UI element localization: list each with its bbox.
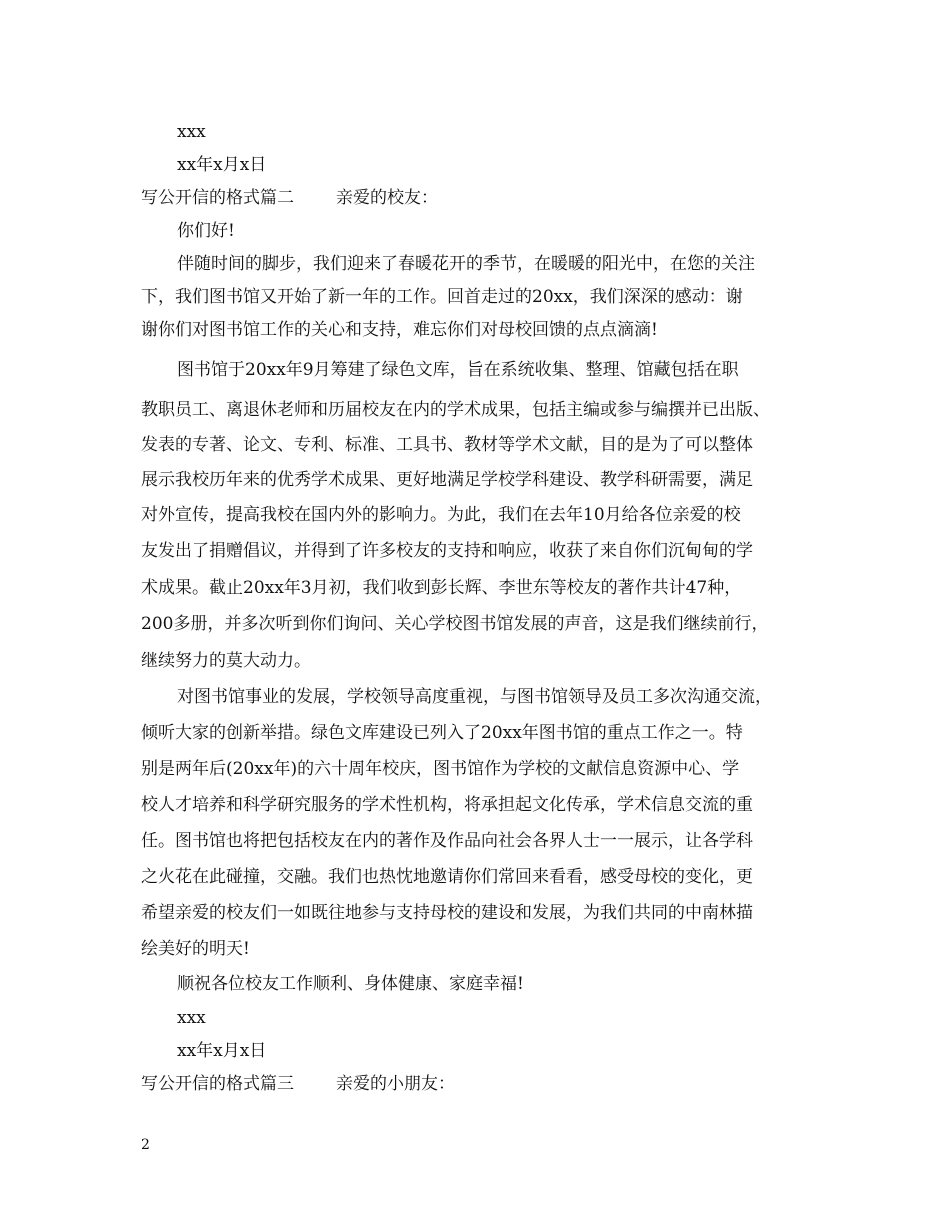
salutation: 亲爱的小朋友： <box>336 1074 455 1094</box>
paragraph-line: 倾听大家的创新举措。绿色文库建设已列入了20xx年图书馆的重点工作之一。特 <box>141 723 743 743</box>
paragraph-line: 友发出了捐赠倡议，并得到了许多校友的支持和响应，收获了来自你们沉甸甸的学 <box>141 541 753 561</box>
paragraph-line: 200多册，并多次听到你们询问、关心学校图书馆发展的声音，这是我们继续前行， <box>141 614 769 634</box>
paragraph-line: 希望亲爱的校友们一如既往地参与支持母校的建设和发展，为我们共同的中南林描 <box>141 903 753 923</box>
paragraph-line: 对外宣传，提高我校在国内外的影响力。为此，我们在去年10月给各位亲爱的校 <box>141 505 741 525</box>
salutation: 亲爱的校友： <box>336 188 438 208</box>
greeting-line: 你们好! <box>177 221 235 241</box>
signature-date: xx年x月x日 <box>177 1041 267 1061</box>
signature-name: xxx <box>177 1008 206 1028</box>
paragraph-line: 图书馆于20xx年9月筹建了绿色文库，旨在系统收集、整理、馆藏包括在职 <box>177 360 739 380</box>
signature-date: xx年x月x日 <box>177 155 267 175</box>
paragraph-line: 之火花在此碰撞，交融。我们也热忱地邀请你们常回来看看，感受母校的变化，更 <box>141 867 753 887</box>
section-title: 写公开信的格式篇三 <box>141 1074 294 1094</box>
section-heading <box>141 1073 455 1095</box>
paragraph-line: 绘美好的明天! <box>141 939 250 959</box>
section-heading <box>141 187 438 209</box>
page-number: 2 <box>141 1137 150 1153</box>
paragraph-line: 术成果。截止20xx年3月初，我们收到彭长辉、李世东等校友的著作共计47种， <box>141 578 742 598</box>
paragraph-line: 下，我们图书馆又开始了新一年的工作。回首走过的20xx，我们深深的感动：谢 <box>141 287 743 307</box>
paragraph-line: 展示我校历年来的优秀学术成果、更好地满足学校学科建设、教学科研需要，满足 <box>141 470 753 490</box>
paragraph-line: 谢你们对图书馆工作的关心和支持，难忘你们对母校回馈的点点滴滴! <box>141 320 658 340</box>
paragraph-line: 校人才培养和科学研究服务的学术性机构，将承担起文化传承，学术信息交流的重 <box>141 795 753 815</box>
paragraph-line: 别是两年后(20xx年)的六十周年校庆，图书馆作为学校的文献信息资源中心、学 <box>141 759 740 779</box>
paragraph-line: 伴随时间的脚步，我们迎来了春暖花开的季节，在暖暖的阳光中，在您的关注 <box>177 254 755 274</box>
paragraph-line: 发表的专著、论文、专利、标准、工具书、教材等学术文献，目的是为了可以整体 <box>141 435 753 455</box>
section-title: 写公开信的格式篇二 <box>141 188 294 208</box>
closing-line: 顺祝各位校友工作顺利、身体健康、家庭幸福! <box>177 974 524 994</box>
signature-name: xxx <box>177 122 206 142</box>
paragraph-line: 对图书馆事业的发展，学校领导高度重视，与图书馆领导及员工多次沟通交流， <box>177 687 772 707</box>
paragraph-line: 教职员工、离退休老师和历届校友在内的学术成果，包括主编或参与编撰并已出版、 <box>141 400 770 420</box>
paragraph-line: 任。图书馆也将把包括校友在内的著作及作品向社会各界人士一一展示，让各学科 <box>141 831 753 851</box>
paragraph-line: 继续努力的莫大动力。 <box>141 651 311 671</box>
